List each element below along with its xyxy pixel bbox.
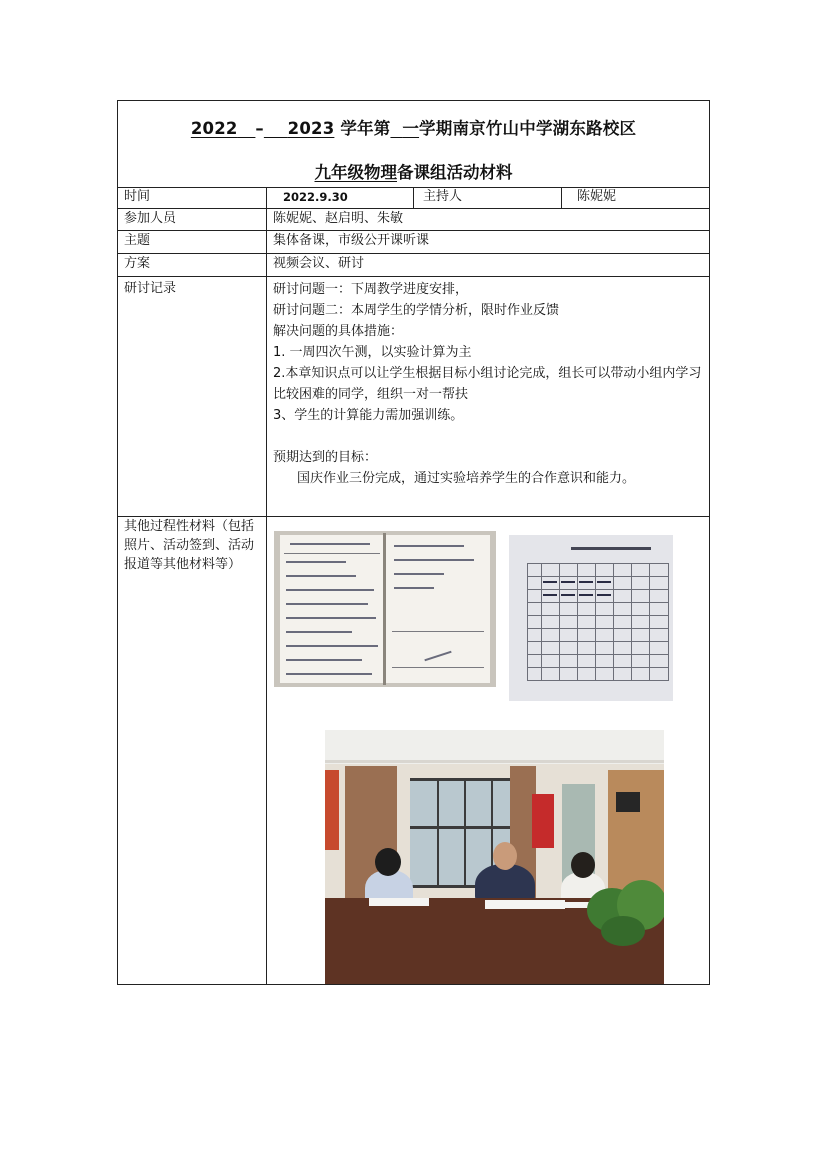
record-line: 解决问题的具体措施： xyxy=(273,324,404,339)
participants-label: 参加人员 xyxy=(124,211,177,226)
title2-grade: 九年级物理 xyxy=(314,163,397,182)
participants-value: 陈妮妮、赵启明、朱敏 xyxy=(273,211,404,226)
record-line: 研讨问题二：本周学生的学情分析，限时作业反馈 xyxy=(273,303,560,318)
document-title-line2 xyxy=(118,159,709,183)
row-plan xyxy=(118,254,709,277)
row-topic xyxy=(118,231,709,254)
record-line: 2.本章知识点可以让学生根据目标小组讨论完成，组长可以带动小组内学习比较困难的同学，组织一对一帮扶 xyxy=(273,366,702,402)
host-value: 陈妮妮 xyxy=(577,189,617,204)
record-content xyxy=(267,277,709,516)
activity-record-form xyxy=(117,100,710,985)
topic-value: 集体备课，市级公开课听课 xyxy=(273,233,430,248)
row-discussion-record xyxy=(118,277,709,517)
title2-rest: 备课组活动材料 xyxy=(397,163,513,182)
term: 一 xyxy=(402,119,420,138)
sign-in-sheet-photo xyxy=(509,535,673,701)
record-label: 研讨记录 xyxy=(124,281,177,296)
time-value: 2022.9.30 xyxy=(283,190,348,204)
row-participants xyxy=(118,209,709,231)
meeting-room-photo xyxy=(325,730,664,984)
title-mid: 学年第 xyxy=(340,119,391,138)
topic-label: 主题 xyxy=(124,233,151,248)
lesson-plan-notebook-photo xyxy=(274,531,496,687)
record-line: 预期达到的目标： xyxy=(273,450,378,465)
record-line: 研讨问题一：下周教学进度安排， xyxy=(273,282,469,297)
year-end: 2023 xyxy=(287,119,335,138)
year-dash: – xyxy=(255,119,264,138)
record-line: 1. 一周四次午测，以实验计算为主 xyxy=(273,345,472,360)
record-line: 3、学生的计算能力需加强训练。 xyxy=(273,408,464,423)
time-label: 时间 xyxy=(124,189,151,204)
plan-value: 视频会议、研讨 xyxy=(273,256,365,271)
record-line: 国庆作业三份完成，通过实验培养学生的合作意识和能力。 xyxy=(297,471,636,486)
title-suffix: 学期南京竹山中学湖东路校区 xyxy=(419,119,637,138)
row-time xyxy=(118,187,709,209)
host-label: 主持人 xyxy=(423,189,463,204)
title-block xyxy=(118,101,709,188)
year-start: 2022 xyxy=(190,119,238,138)
plan-label: 方案 xyxy=(124,256,151,271)
materials-label: 其他过程性材料（包括照片、活动签到、活动报道等其他材料等） xyxy=(124,519,255,572)
document-title-line1 xyxy=(118,115,709,139)
